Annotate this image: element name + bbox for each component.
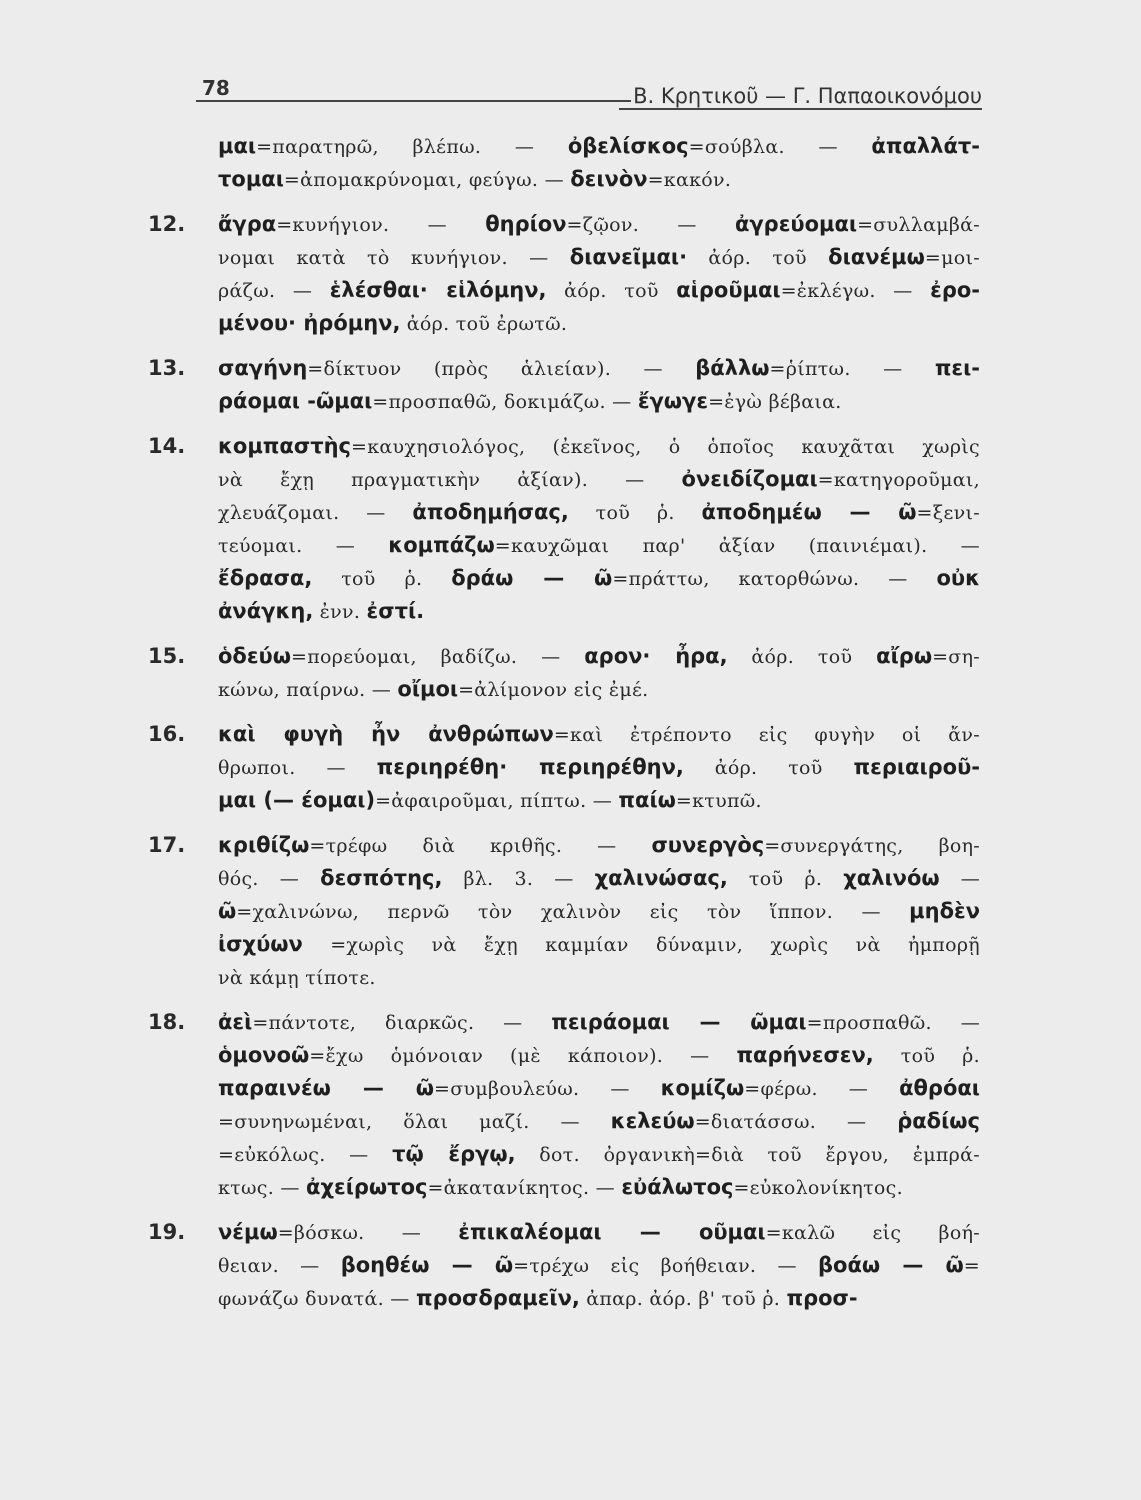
headword: σαγήνη bbox=[218, 356, 308, 380]
headword: προσδραμεῖν, bbox=[415, 1286, 580, 1310]
definition-text: =ξενι- bbox=[916, 502, 980, 524]
definition-text: θός. — bbox=[218, 868, 321, 890]
glossary-entry bbox=[148, 430, 980, 628]
entry-line bbox=[218, 751, 980, 784]
headword: οἴμοι bbox=[397, 677, 459, 701]
headword: νέμω bbox=[218, 1220, 278, 1244]
headword: κελεύω bbox=[610, 1109, 695, 1133]
definition-text: = bbox=[963, 1255, 980, 1277]
definition-text: =ἀπομακρύνομαι, φεύγω. — bbox=[283, 169, 571, 191]
glossary-entry bbox=[218, 130, 980, 196]
headword: ἀθρόαι bbox=[899, 1076, 980, 1100]
entry-line bbox=[218, 784, 980, 817]
definition-text: =κτυπῶ. bbox=[675, 790, 762, 812]
definition-text: κώνω, παίρνω. — bbox=[218, 679, 398, 701]
definition-text: =τρέχω εἰς βοήθειαν. — bbox=[513, 1255, 818, 1277]
entry-number: 16. bbox=[148, 722, 186, 746]
glossary-entry bbox=[148, 1216, 980, 1315]
definition-text: =καὶ ἐτρέποντο εἰς φυγὴν οἱ ἄν- bbox=[553, 724, 980, 746]
definition-text: ἐνν. bbox=[313, 601, 367, 623]
entry-line bbox=[218, 163, 980, 196]
headword: ῶ bbox=[218, 899, 237, 923]
entry-line bbox=[218, 1006, 980, 1039]
entry-line bbox=[218, 829, 980, 862]
entry-line bbox=[218, 1216, 980, 1249]
headword: κομπάζω bbox=[388, 533, 495, 557]
definition-text: νὰ κάμῃ τίποτε. bbox=[218, 967, 376, 989]
definition-text: =κυνήγιον. — bbox=[276, 214, 486, 236]
headword: ὁδεύω bbox=[218, 644, 291, 668]
headword: περιαιροῦ- bbox=[853, 755, 980, 779]
entry-number: 13. bbox=[148, 356, 186, 380]
definition-text: =καυχῶμαι παρ' ἀξίαν (παινιέμαι). — bbox=[494, 535, 980, 557]
glossary-entry bbox=[148, 640, 980, 706]
definition-text: =μοι- bbox=[924, 247, 980, 269]
definition-text: χλευάζομαι. — bbox=[218, 502, 413, 524]
headword: ράομαι -ῶμαι bbox=[218, 389, 373, 413]
definition-text: =χωρὶς νὰ ἔχῃ καμμίαν δύναμιν, χωρὶς νὰ ἠμπορῇ bbox=[302, 934, 980, 956]
headword: πειράομαι — ῶμαι bbox=[551, 1010, 807, 1034]
headword: παραινέω — ῶ bbox=[218, 1076, 435, 1100]
definition-text: νὰ ἔχῃ πραγματικὴν ἀξίαν). — bbox=[218, 469, 682, 491]
headword: ἄγρα bbox=[218, 212, 277, 236]
definition-text: =συνηνωμέναι, ὅλαι μαζί. — bbox=[218, 1111, 611, 1133]
entry-line bbox=[218, 862, 980, 895]
headword: ἀγρεύομαι bbox=[734, 212, 858, 236]
definition-text: θειαν. — bbox=[218, 1255, 341, 1277]
entry-line bbox=[218, 1282, 980, 1315]
headword: ἰσχύων bbox=[218, 932, 303, 956]
definition-text: =συνεργάτης, βοη- bbox=[764, 835, 980, 857]
headword: μαι bbox=[218, 134, 257, 158]
glossary-entry bbox=[148, 829, 981, 994]
definition-text: =παρατηρῶ, βλέπω. — bbox=[256, 136, 568, 158]
headword: ἀχείρωτος bbox=[306, 1175, 428, 1199]
definition-text: κτως. — bbox=[218, 1177, 307, 1199]
definition-text: =ἀλίμονον εἰς ἐμέ. bbox=[458, 679, 649, 701]
headword: ἀποδημέω — ῶ bbox=[701, 500, 917, 524]
headword: ἔδρασα, bbox=[218, 566, 313, 590]
glossary-body bbox=[148, 130, 981, 1327]
headword: ἀνάγκη, bbox=[218, 599, 314, 623]
headword: βάλλω bbox=[695, 356, 770, 380]
page-number: 78 bbox=[202, 76, 230, 100]
headword: κριθίζω bbox=[218, 833, 310, 857]
definition-text: =δίκτυον (πρὸς ἁλιείαν). — bbox=[307, 358, 696, 380]
definition-text: =πορεύομαι, βαδίζω. — bbox=[290, 646, 585, 668]
definition-text: τοῦ ῥ. bbox=[568, 502, 702, 524]
headword: βοηθέω — ῶ bbox=[340, 1253, 514, 1277]
entry-line bbox=[218, 1138, 980, 1171]
definition-text: =ζῷον. — bbox=[566, 214, 735, 236]
definition-text: =προσπαθῶ. — bbox=[806, 1012, 980, 1034]
headword: θηρίον bbox=[485, 212, 567, 236]
definition-text: =προσπαθῶ, δοκιμάζω. — bbox=[372, 391, 638, 413]
definition-text: δοτ. ὀργανικὴ=διὰ τοῦ ἔργου, ἐμπρά- bbox=[515, 1144, 980, 1166]
glossary-entry bbox=[148, 352, 981, 418]
entry-line bbox=[218, 385, 980, 418]
entry-line bbox=[218, 1249, 980, 1282]
definition-text: φωνάζω δυνατά. — bbox=[218, 1288, 416, 1310]
entry-line bbox=[218, 1072, 980, 1105]
entry-line bbox=[218, 640, 980, 673]
headword: ἔγωγε bbox=[637, 389, 709, 413]
headword: χαλινόω bbox=[843, 866, 940, 890]
definition-text: =ῥίπτω. — bbox=[769, 358, 935, 380]
entry-line bbox=[218, 130, 980, 163]
headword: μαι (— έομαι) bbox=[218, 788, 376, 812]
headword: κομίζω bbox=[660, 1076, 745, 1100]
definition-text: =φέρω. — bbox=[744, 1078, 900, 1100]
definition-text: ἀόρ. τοῦ bbox=[546, 280, 677, 302]
entry-line bbox=[218, 1039, 980, 1072]
headword: προσ- bbox=[786, 1286, 858, 1310]
definition-text: νομαι κατὰ τὸ κυνήγιον. — bbox=[218, 247, 570, 269]
headword: δράω — ῶ bbox=[451, 566, 613, 590]
headword: ἀεὶ bbox=[218, 1010, 253, 1034]
headword: δεσπότης, bbox=[320, 866, 443, 890]
headword: παίω bbox=[618, 788, 676, 812]
headword: περιηρέθη· περιηρέθην, bbox=[376, 755, 684, 779]
entry-line bbox=[218, 274, 980, 307]
headword: κομπαστὴς bbox=[218, 434, 351, 458]
entry-line bbox=[218, 961, 980, 994]
entry-line bbox=[218, 463, 980, 496]
headword: ἀπαλλάτ- bbox=[871, 134, 980, 158]
headword: ἐστί. bbox=[366, 599, 425, 623]
running-title: Β. Κρητικοῦ — Γ. Παπαοικονόμου bbox=[633, 84, 982, 108]
definition-text: ἀόρ. τοῦ bbox=[687, 247, 829, 269]
headword: πει- bbox=[934, 356, 981, 380]
glossary-entry bbox=[148, 1006, 980, 1204]
definition-text: =διατάσσω. — bbox=[694, 1111, 898, 1133]
entry-line bbox=[218, 496, 980, 529]
headword: αἴρω bbox=[876, 644, 933, 668]
definition-text: =εὐκολονίκητος. bbox=[733, 1177, 903, 1199]
definition-text: ἀόρ. τοῦ bbox=[683, 757, 854, 779]
headword: μένου· ἠρόμην, bbox=[218, 311, 401, 335]
entry-number: 14. bbox=[148, 434, 186, 458]
entry-number: 12. bbox=[148, 212, 186, 236]
definition-text: =ἐκλέγω. — bbox=[780, 280, 931, 302]
headword: καὶ φυγὴ ἦν ἀνθρώπων bbox=[218, 722, 554, 746]
headword: οὐκ bbox=[936, 566, 980, 590]
headword: ἑλέσθαι· εἱλόμην, bbox=[329, 278, 547, 302]
entry-line bbox=[218, 673, 980, 706]
headword: διανέμω bbox=[828, 245, 925, 269]
definition-text: =ἀφαιροῦμαι, πίπτω. — bbox=[375, 790, 619, 812]
headword: δεινὸν bbox=[570, 167, 648, 191]
definition-text: =κακόν. bbox=[647, 169, 732, 191]
entry-line bbox=[218, 1105, 980, 1138]
definition-text: θρωποι. — bbox=[218, 757, 377, 779]
definition-text: =εὐκόλως. — bbox=[218, 1144, 393, 1166]
definition-text: ἀόρ. τοῦ ἐρωτῶ. bbox=[400, 313, 568, 335]
headword: ἐπικαλέομαι — οῦμαι bbox=[458, 1220, 766, 1244]
definition-text: =βόσκω. — bbox=[277, 1222, 459, 1244]
entry-number: 19. bbox=[148, 1220, 186, 1244]
entry-line bbox=[218, 307, 980, 340]
definition-text: τεύομαι. — bbox=[218, 535, 389, 557]
headword: παρήνεσεν, bbox=[736, 1043, 874, 1067]
definition-text: ἀόρ. τοῦ bbox=[727, 646, 877, 668]
headword: βοάω — ῶ bbox=[818, 1253, 964, 1277]
definition-text: =καλῶ εἰς βοή- bbox=[765, 1222, 980, 1244]
entry-line bbox=[218, 352, 980, 385]
entry-line bbox=[218, 718, 980, 751]
entry-line bbox=[218, 595, 980, 628]
headword: διανεῖμαι· bbox=[569, 245, 688, 269]
headword: τῷ ἔργῳ, bbox=[392, 1142, 516, 1166]
entry-line bbox=[218, 562, 980, 595]
entry-line bbox=[218, 928, 980, 961]
entry-number: 18. bbox=[148, 1010, 186, 1034]
headword: ὀνειδίζομαι bbox=[681, 467, 818, 491]
definition-text: =ἐγὼ βέβαια. bbox=[708, 391, 842, 413]
headword: εὐάλωτος bbox=[621, 1175, 734, 1199]
definition-text: τοῦ ῥ. bbox=[873, 1045, 980, 1067]
definition-text: τοῦ ῥ. bbox=[727, 868, 844, 890]
entry-line bbox=[218, 208, 980, 241]
definition-text: =πάντοτε, διαρκῶς. — bbox=[252, 1012, 552, 1034]
definition-text: =ἀκατανίκητος. — bbox=[427, 1177, 622, 1199]
headword: ὀβελίσκος bbox=[567, 134, 689, 158]
headword: ἐρο- bbox=[930, 278, 980, 302]
definition-text: — bbox=[939, 868, 981, 890]
definition-text: =συμβουλεύω. — bbox=[434, 1078, 661, 1100]
headword: συνεργὸς bbox=[651, 833, 765, 857]
headword: ὁμονοῶ bbox=[218, 1043, 310, 1067]
header-rule-left bbox=[196, 100, 631, 102]
glossary-entry bbox=[148, 208, 980, 340]
headword: μηδὲν bbox=[909, 899, 980, 923]
definition-text: τοῦ ῥ. bbox=[312, 568, 452, 590]
definition-text: ράζω. — bbox=[218, 280, 330, 302]
entry-line bbox=[218, 430, 980, 463]
definition-text: =πράττω, κατορθώνω. — bbox=[612, 568, 937, 590]
entry-number: 15. bbox=[148, 644, 186, 668]
entry-line bbox=[218, 241, 980, 274]
entry-number: 17. bbox=[148, 833, 186, 857]
headword: αἱροῦμαι bbox=[676, 278, 781, 302]
headword: αρον· ἦρα, bbox=[584, 644, 728, 668]
definition-text: =ἔχω ὁμόνοιαν (μὲ κάποιον). — bbox=[309, 1045, 737, 1067]
definition-text: =καυχησιολόγος, (ἐκεῖνος, ὁ ὁποῖος καυχᾶται χωρὶς bbox=[351, 436, 980, 458]
definition-text: =χαλινώνω, περνῶ τὸν χαλινὸν εἰς τὸν ἵππον. — bbox=[236, 901, 910, 923]
headword: τομαι bbox=[218, 167, 284, 191]
page-header bbox=[196, 70, 982, 110]
definition-text: ἀπαρ. ἀόρ. β' τοῦ ῥ. bbox=[579, 1288, 787, 1310]
glossary-entry bbox=[148, 718, 980, 817]
definition-text: βλ. 3. — bbox=[442, 868, 595, 890]
entry-line bbox=[218, 529, 980, 562]
definition-text: =ση- bbox=[932, 646, 980, 668]
headword: χαλινώσας, bbox=[594, 866, 728, 890]
header-rule-right bbox=[619, 108, 982, 110]
definition-text: =συλλαμβά- bbox=[857, 214, 980, 236]
entry-line bbox=[218, 1171, 980, 1204]
headword: ἀποδημήσας, bbox=[412, 500, 569, 524]
entry-line bbox=[218, 895, 980, 928]
definition-text: =σούβλα. — bbox=[688, 136, 872, 158]
definition-text: =τρέφω διὰ κριθῆς. — bbox=[309, 835, 652, 857]
headword: ῥαδίως bbox=[897, 1109, 980, 1133]
definition-text: =κατηγοροῦμαι, bbox=[817, 469, 980, 491]
